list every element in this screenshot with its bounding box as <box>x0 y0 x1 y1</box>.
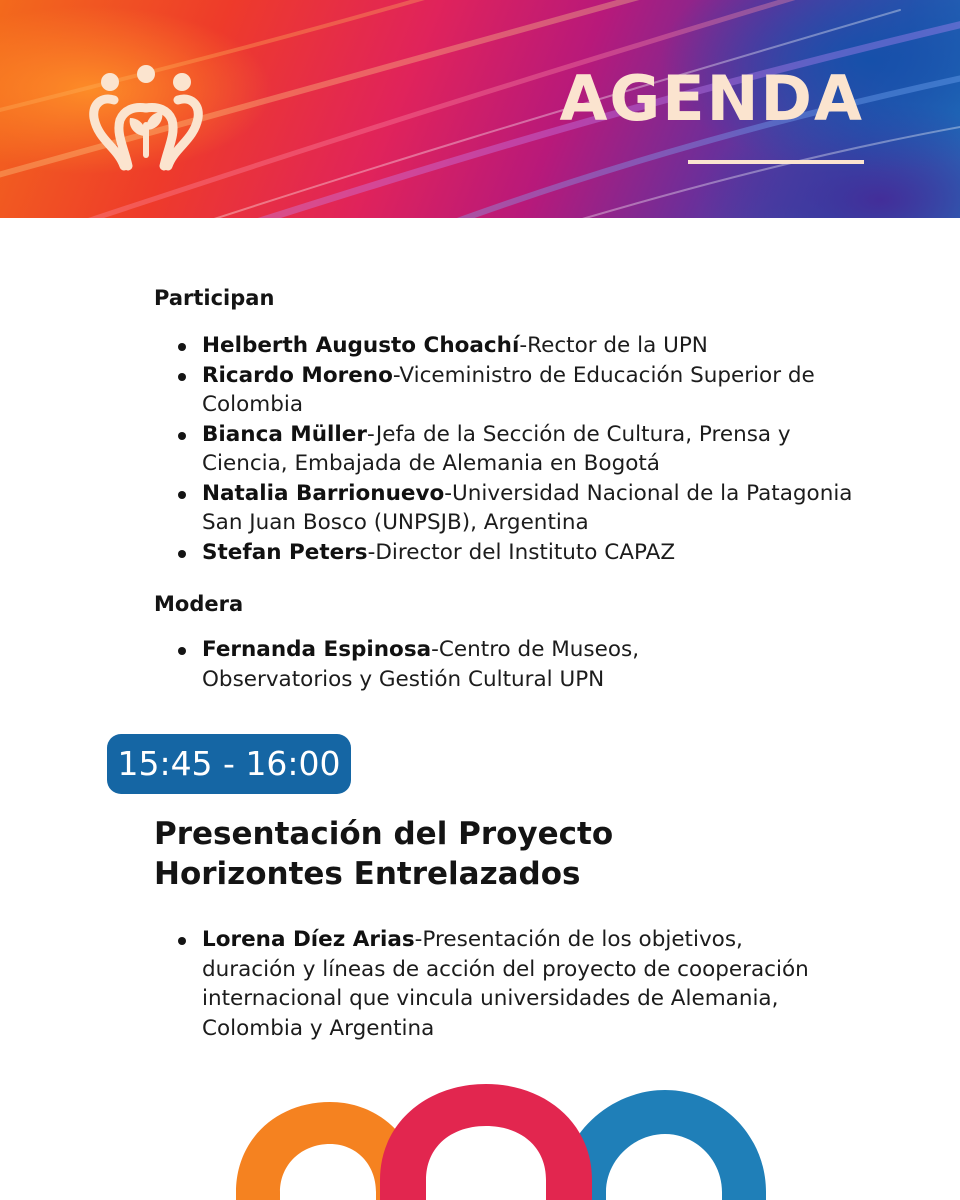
list-item <box>202 331 882 361</box>
list-item <box>202 479 882 538</box>
decorative-arches <box>0 1080 960 1200</box>
time-badge: 15:45 - 16:00 <box>107 734 351 794</box>
title-underline <box>688 160 864 164</box>
moderator-heading: Modera <box>154 592 244 616</box>
speaker-role: -Presentación de los objetivos, duración y líneas de acción del proyecto de cooperación internacional que vincula universidades de Alemania, Colombia y Argentina <box>202 927 809 1041</box>
participant-role: -Viceministro de Educación Superior de Colombia <box>202 362 815 417</box>
participant-role: -Director del Instituto CAPAZ <box>367 539 676 565</box>
moderator-name: Fernanda Espinosa <box>202 637 432 662</box>
participant-role: -Rector de la UPN <box>519 333 708 358</box>
participant-name: Helberth Augusto Choachí <box>202 333 520 358</box>
red-arch <box>380 1084 592 1200</box>
participant-name: Bianca Müller <box>202 421 367 447</box>
people-sprout-logo-icon <box>84 62 208 174</box>
moderator-list <box>202 635 762 694</box>
participant-name: Ricardo Moreno <box>202 362 393 388</box>
list-item <box>202 635 762 694</box>
header-banner <box>0 0 960 218</box>
list-item <box>202 925 832 1043</box>
list-item <box>202 420 882 479</box>
participant-role: -Universidad Nacional de la Patagonia San Juan Bosco (UNPSJB), Argentina <box>202 480 853 535</box>
participant-role: -Jefa de la Sección de Cultura, Prensa y Ciencia, Embajada de Alemania en Bogotá <box>202 421 791 476</box>
participant-name: Stefan Peters <box>202 539 368 565</box>
list-item <box>202 361 882 420</box>
session-title: Presentación del Proyecto Horizontes Entrelazados <box>154 816 614 892</box>
participant-name: Natalia Barrionuevo <box>202 480 445 506</box>
session-list <box>202 925 832 1043</box>
page-title: AGENDA <box>559 62 864 135</box>
participants-list <box>202 331 882 567</box>
list-item <box>202 538 882 568</box>
moderator-role: -Centro de Museos, Observatorios y Gestión Cultural UPN <box>202 637 640 692</box>
speaker-name: Lorena Díez Arias <box>202 927 415 952</box>
participants-heading: Participan <box>154 286 275 310</box>
